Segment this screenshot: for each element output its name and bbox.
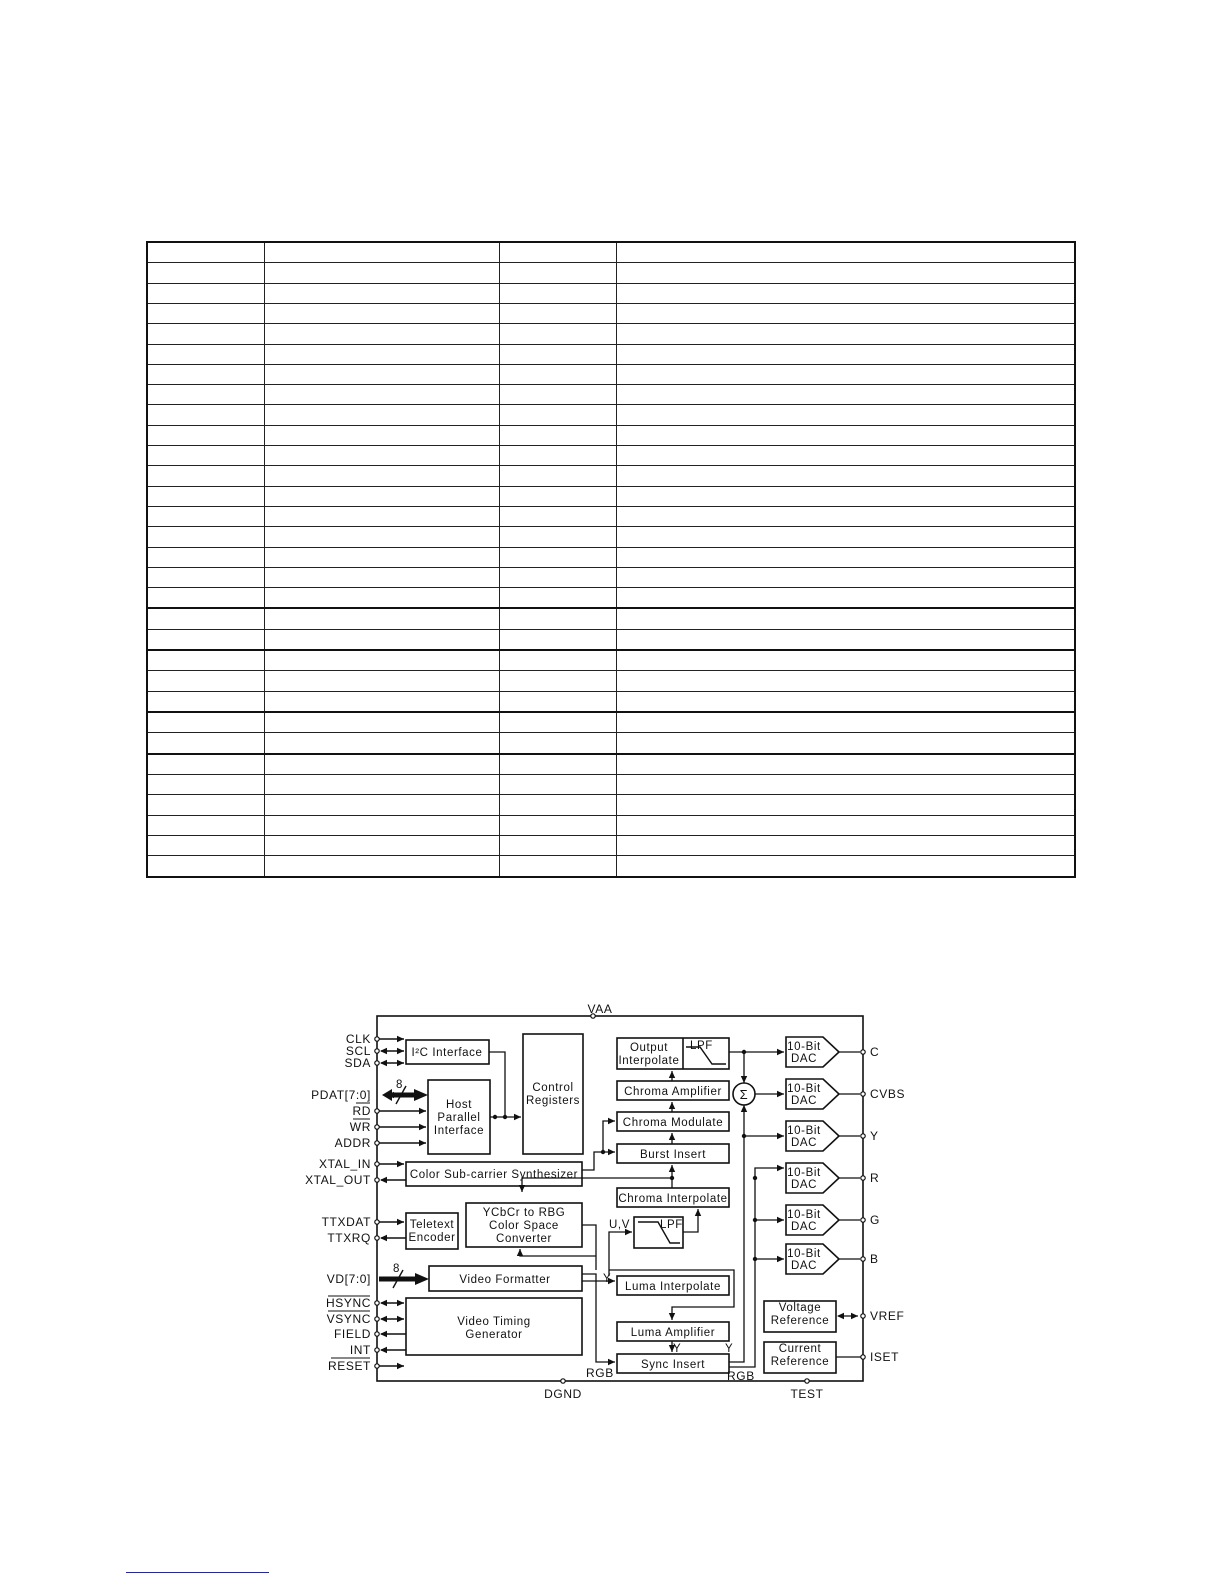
host-label: Parallel (437, 1112, 481, 1124)
voltage-reference-label: Voltage (778, 1302, 822, 1314)
table-cell (499, 608, 616, 629)
csc-label: YCbCr to RBG (482, 1207, 566, 1219)
lpf-label: LPF (660, 1219, 683, 1231)
dac-label: DAC (790, 1260, 818, 1272)
table-cell (499, 650, 616, 671)
dac-label: 10-Bit (787, 1209, 821, 1221)
table-cell (264, 324, 499, 344)
table-row (147, 588, 1075, 609)
table-cell (264, 466, 499, 486)
table-cell (147, 486, 264, 506)
luma-interpolate-label: Luma Interpolate (625, 1281, 721, 1293)
table-row (147, 650, 1075, 671)
table-cell (616, 506, 1075, 526)
table-cell (499, 385, 616, 405)
luma-amplifier-label: Luma Amplifier (630, 1327, 716, 1339)
table-cell (147, 608, 264, 629)
pin-g: G (870, 1213, 880, 1227)
table-cell (499, 712, 616, 733)
chroma-interpolate-label: Chroma Interpolate (618, 1193, 728, 1205)
timing-label: Video Timing (457, 1316, 531, 1328)
pin-field: FIELD (333, 1327, 371, 1341)
table-cell (616, 671, 1075, 691)
table-row (147, 263, 1075, 283)
table-cell (616, 324, 1075, 344)
table-cell (147, 733, 264, 754)
table-cell (147, 283, 264, 303)
table-cell (616, 344, 1075, 364)
table-cell (264, 344, 499, 364)
color-synth-label: Color Sub-carrier Synthesizer (409, 1169, 579, 1181)
control-registers-block (523, 1034, 583, 1154)
table-cell (264, 629, 499, 650)
signal-rgb: RGB (727, 1369, 755, 1383)
table-cell (147, 815, 264, 835)
chroma-modulate-label: Chroma Modulate (622, 1117, 724, 1129)
pin-c: C (870, 1045, 880, 1059)
table-row (147, 795, 1075, 815)
table-cell (147, 324, 264, 344)
dac-label: DAC (790, 1137, 818, 1149)
table-cell (147, 405, 264, 425)
table-cell (499, 486, 616, 506)
table-cell (499, 671, 616, 691)
bus-width-label: 8 (396, 1079, 403, 1091)
table-cell (499, 795, 616, 815)
table-cell (264, 242, 499, 263)
footnote-link-underline[interactable] (126, 1572, 269, 1573)
pin-reset: RESET (327, 1359, 371, 1373)
pin-vref: VREF (870, 1309, 905, 1323)
pin-vaa: VAA (587, 1002, 613, 1016)
table-row (147, 405, 1075, 425)
table-cell (264, 795, 499, 815)
table-cell (499, 242, 616, 263)
pin-iset: ISET (870, 1350, 900, 1364)
table-row (147, 283, 1075, 303)
table-cell (147, 650, 264, 671)
table-cell (264, 303, 499, 323)
table-row (147, 324, 1075, 344)
table-cell (264, 671, 499, 691)
table-row (147, 446, 1075, 466)
table-cell (147, 385, 264, 405)
table-cell (499, 567, 616, 587)
table-row (147, 486, 1075, 506)
pin-clk: CLK (345, 1032, 371, 1046)
table-row (147, 425, 1075, 445)
table-cell (616, 283, 1075, 303)
signal-uv: U,V (609, 1219, 630, 1231)
pin-ttxdat: TTXDAT (321, 1215, 371, 1229)
table-cell (499, 856, 616, 877)
table-cell (616, 446, 1075, 466)
table-cell (616, 547, 1075, 567)
i2c-interface-label: I²C Interface (411, 1047, 483, 1059)
table-row (147, 547, 1075, 567)
table-cell (147, 425, 264, 445)
pin-r: R (870, 1171, 880, 1185)
table-row (147, 506, 1075, 526)
table-cell (616, 712, 1075, 733)
table-cell (499, 754, 616, 775)
output-interpolate-label: Interpolate (618, 1055, 680, 1067)
dac-label: 10-Bit (787, 1083, 821, 1095)
pin-cvbs: CVBS (870, 1087, 906, 1101)
current-reference-label: Current (778, 1343, 822, 1355)
table-cell (147, 506, 264, 526)
control-label: Registers (526, 1095, 580, 1107)
table-cell (616, 303, 1075, 323)
table-cell (147, 303, 264, 323)
dac-label: 10-Bit (787, 1167, 821, 1179)
table-cell (616, 385, 1075, 405)
table-cell (616, 242, 1075, 263)
table-cell (499, 733, 616, 754)
table-cell (616, 486, 1075, 506)
table-cell (147, 629, 264, 650)
table-cell (616, 567, 1075, 587)
voltage-reference-label: Reference (770, 1315, 830, 1327)
table-cell (147, 364, 264, 384)
table-row (147, 775, 1075, 795)
table-body (147, 242, 1075, 877)
table-cell (147, 588, 264, 609)
pin-int: INT (349, 1343, 371, 1357)
table-row (147, 608, 1075, 629)
dac-label: DAC (790, 1179, 818, 1191)
table-cell (499, 344, 616, 364)
dac-label: DAC (790, 1053, 818, 1065)
table-cell (499, 588, 616, 609)
table-cell (616, 466, 1075, 486)
table-cell (264, 856, 499, 877)
table-cell (264, 446, 499, 466)
table-cell (264, 588, 499, 609)
pin-hsync: HSYNC (325, 1296, 371, 1310)
teletext-label: Encoder (408, 1232, 456, 1244)
table-cell (147, 263, 264, 283)
host-label: Host (445, 1099, 473, 1111)
sync-insert-label: Sync Insert (640, 1359, 706, 1371)
table-row (147, 712, 1075, 733)
pin-sda: SDA (344, 1056, 371, 1070)
table-cell (499, 691, 616, 712)
table-cell (499, 425, 616, 445)
table-cell (499, 815, 616, 835)
table-cell (499, 263, 616, 283)
table-cell (264, 567, 499, 587)
table-cell (616, 608, 1075, 629)
dac-label: 10-Bit (787, 1041, 821, 1053)
table-cell (499, 629, 616, 650)
table-cell (616, 815, 1075, 835)
table-cell (616, 733, 1075, 754)
table-cell (264, 712, 499, 733)
timing-label: Generator (465, 1329, 523, 1341)
pin-addr: ADDR (334, 1136, 371, 1150)
csc-label: Color Space (489, 1220, 559, 1232)
table-cell (147, 712, 264, 733)
pin-scl: SCL (345, 1044, 371, 1058)
burst-insert-label: Burst Insert (640, 1149, 706, 1161)
table-cell (147, 567, 264, 587)
signal-y: Y (673, 1343, 682, 1355)
table-cell (616, 263, 1075, 283)
video-formatter-label: Video Formatter (459, 1274, 551, 1286)
table-cell (264, 836, 499, 856)
table-cell (264, 263, 499, 283)
table-row (147, 303, 1075, 323)
host-label: Interface (433, 1125, 485, 1137)
table-row (147, 754, 1075, 775)
block-diagram (300, 1002, 906, 1401)
pin-test: TEST (790, 1387, 824, 1401)
table-row (147, 836, 1075, 856)
table-cell (264, 650, 499, 671)
table-cell (499, 527, 616, 547)
table-cell (499, 775, 616, 795)
table-cell (147, 671, 264, 691)
table-cell (264, 283, 499, 303)
table-cell (616, 836, 1075, 856)
pin-rd: RD (352, 1104, 371, 1118)
table-cell (616, 405, 1075, 425)
pin-xtal-out: XTAL_OUT (305, 1173, 371, 1187)
table-cell (499, 506, 616, 526)
output-interpolate-label: Output (629, 1042, 669, 1054)
pin-vsync: VSYNC (326, 1312, 371, 1326)
table-cell (616, 588, 1075, 609)
table-row (147, 856, 1075, 877)
table-cell (616, 425, 1075, 445)
table-row (147, 364, 1075, 384)
table-cell (264, 506, 499, 526)
table-row (147, 242, 1075, 263)
table-cell (147, 856, 264, 877)
pin-wr: WR (349, 1120, 371, 1134)
pin-xtal-in: XTAL_IN (319, 1157, 371, 1171)
pin-description-table (146, 241, 1076, 878)
signal-y: Y (725, 1343, 734, 1355)
table-row (147, 733, 1075, 754)
table-cell (499, 405, 616, 425)
dac-label: DAC (790, 1221, 818, 1233)
table-cell (147, 547, 264, 567)
table-row (147, 691, 1075, 712)
current-reference-label: Reference (770, 1356, 830, 1368)
dac-label: 10-Bit (787, 1248, 821, 1260)
pin-vd: VD[7:0] (326, 1272, 371, 1286)
table-cell (264, 527, 499, 547)
table-cell (264, 815, 499, 835)
table-cell (264, 733, 499, 754)
table-cell (147, 446, 264, 466)
table-cell (616, 364, 1075, 384)
table-row (147, 385, 1075, 405)
pin-dgnd: DGND (544, 1387, 582, 1401)
table-cell (499, 446, 616, 466)
table-cell (499, 547, 616, 567)
table-cell (147, 795, 264, 815)
sigma-label: Σ (739, 1087, 749, 1102)
table-row (147, 344, 1075, 364)
table-cell (147, 775, 264, 795)
table-cell (499, 364, 616, 384)
table-cell (264, 425, 499, 445)
table-row (147, 567, 1075, 587)
table-row (147, 527, 1075, 547)
table-cell (264, 608, 499, 629)
table-cell (499, 303, 616, 323)
table-cell (264, 486, 499, 506)
pin-b: B (870, 1252, 879, 1266)
table-row (147, 466, 1075, 486)
table-cell (147, 754, 264, 775)
table-row (147, 815, 1075, 835)
table-cell (499, 466, 616, 486)
pin-ttxrq: TTXRQ (327, 1231, 371, 1245)
table-cell (499, 324, 616, 344)
table-cell (616, 754, 1075, 775)
table-cell (616, 856, 1075, 877)
table-cell (264, 405, 499, 425)
pin-y: Y (870, 1129, 879, 1143)
table-cell (616, 527, 1075, 547)
table-cell (616, 650, 1075, 671)
table-cell (147, 836, 264, 856)
table-cell (264, 691, 499, 712)
signal-y: Y (603, 1273, 612, 1285)
table-cell (147, 691, 264, 712)
signal-rgb: RGB (586, 1366, 614, 1380)
table-cell (616, 629, 1075, 650)
table-cell (616, 795, 1075, 815)
table-cell (264, 754, 499, 775)
dac-label: 10-Bit (787, 1125, 821, 1137)
table-cell (499, 283, 616, 303)
table-cell (264, 364, 499, 384)
control-label: Control (532, 1082, 574, 1094)
teletext-label: Teletext (409, 1219, 455, 1231)
lpf-label: LPF (690, 1040, 713, 1052)
table-cell (147, 242, 264, 263)
table-cell (616, 775, 1075, 795)
table-row (147, 629, 1075, 650)
table-cell (147, 527, 264, 547)
chroma-amplifier-label: Chroma Amplifier (624, 1086, 722, 1098)
table-row (147, 671, 1075, 691)
csc-label: Converter (496, 1233, 552, 1245)
dac-label: DAC (790, 1095, 818, 1107)
bus-width-label: 8 (393, 1263, 400, 1275)
table-cell (264, 547, 499, 567)
pin-pdat: PDAT[7:0] (311, 1088, 371, 1102)
table-cell (499, 836, 616, 856)
table-cell (264, 775, 499, 795)
table-cell (616, 691, 1075, 712)
table-cell (147, 344, 264, 364)
table-cell (264, 385, 499, 405)
table-cell (147, 466, 264, 486)
